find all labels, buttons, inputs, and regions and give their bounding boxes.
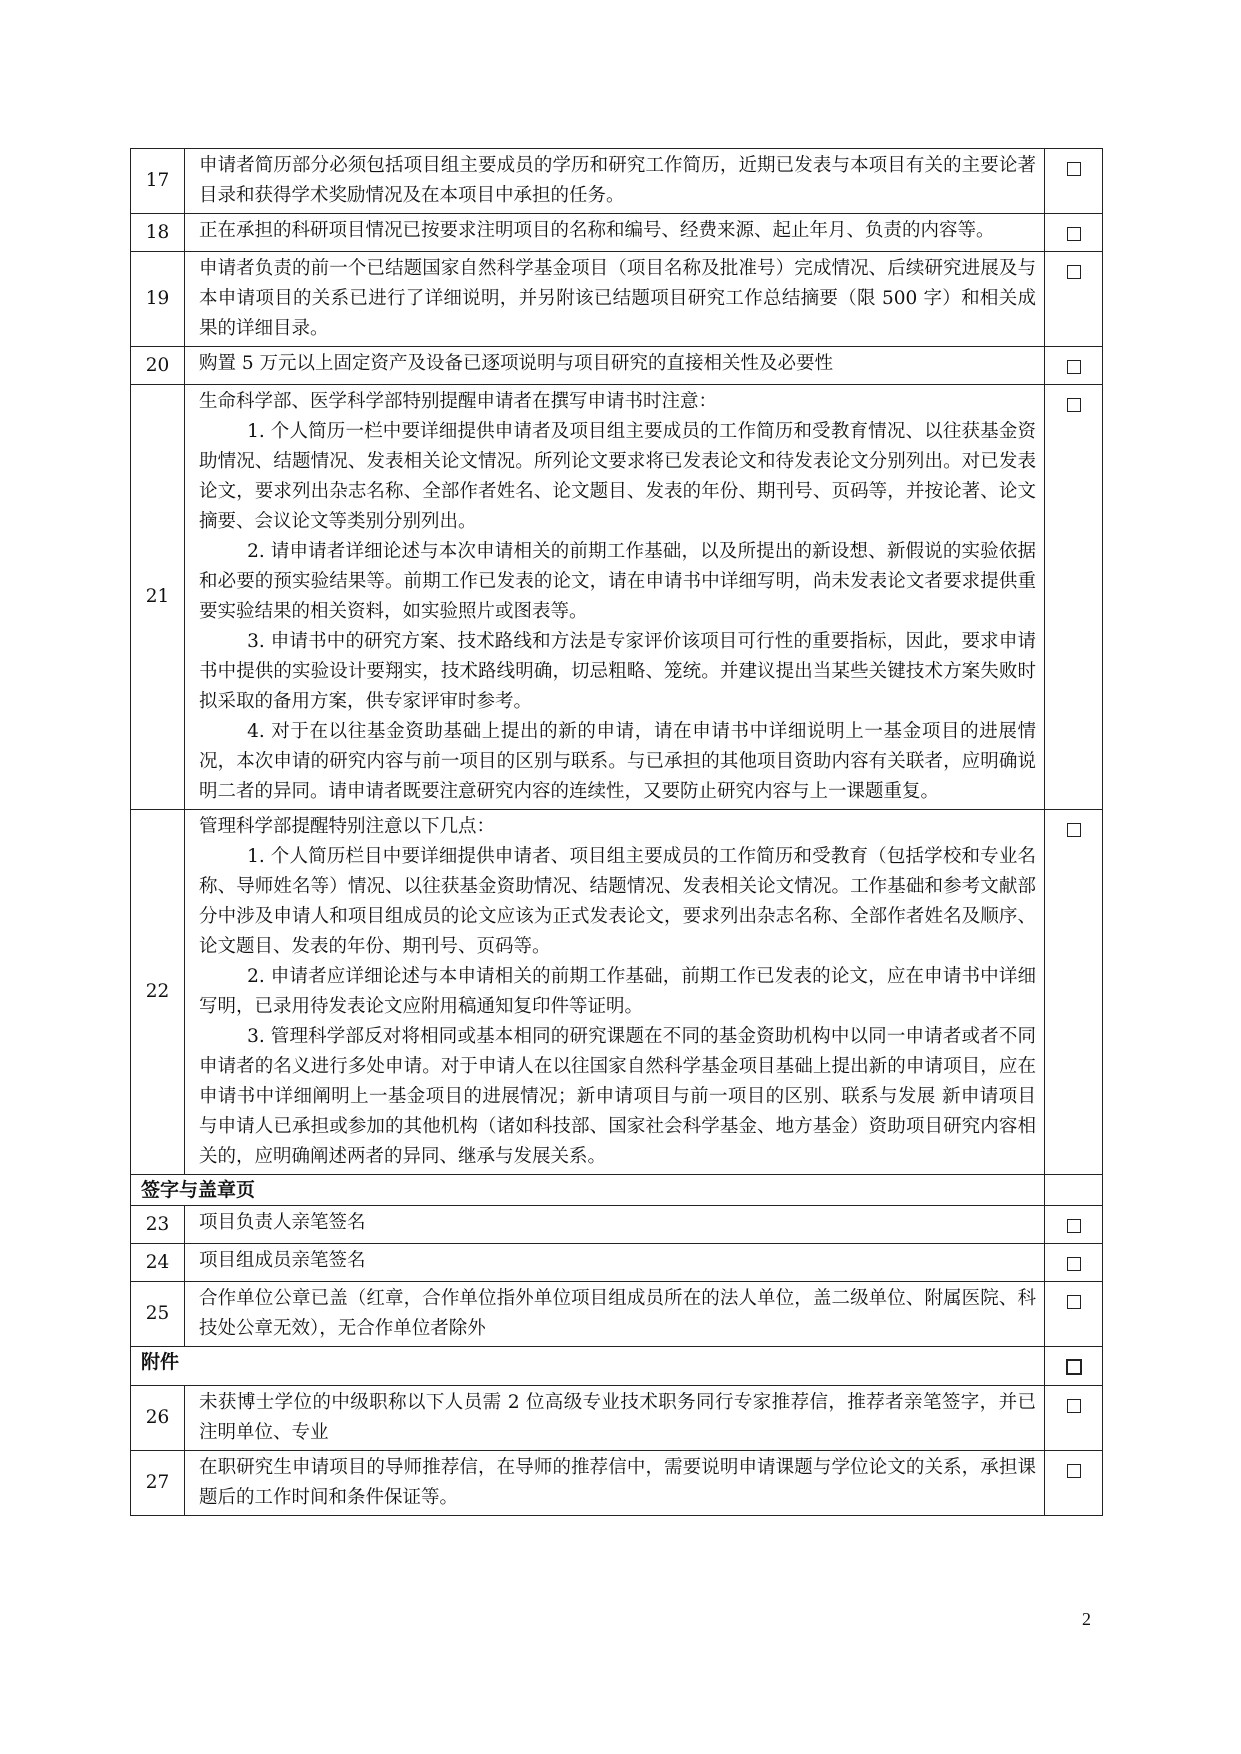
- item-text: 购置 5 万元以上固定资产及设备已逐项说明与项目研究的直接相关性及必要性: [185, 347, 1045, 385]
- section-row: [131, 1347, 1103, 1386]
- table-row: [131, 1206, 1103, 1244]
- section-blank-cell: [1045, 1175, 1103, 1206]
- item-number: 19: [131, 252, 185, 347]
- checkbox-icon: [1067, 1399, 1081, 1413]
- table-row: [131, 1386, 1103, 1451]
- page-number: 2: [1082, 1609, 1091, 1629]
- item-text: 在职研究生申请项目的导师推荐信，在导师的推荐信中，需要说明申请课题与学位论文的关系，承担课题后的工作时间和条件保证等。: [185, 1451, 1045, 1516]
- checkbox[interactable]: [1045, 347, 1103, 385]
- checkbox[interactable]: [1045, 1282, 1103, 1347]
- checkbox[interactable]: [1045, 1386, 1103, 1451]
- item-point: 2. 申请者应详细论述与本申请相关的前期工作基础，前期工作已发表的论文，应在申请书中详细写明，已录用待发表论文应附用稿通知复印件等证明。: [199, 966, 1036, 1017]
- table-row: [131, 1282, 1103, 1347]
- item-text: 未获博士学位的中级职称以下人员需 2 位高级专业技术职务同行专家推荐信，推荐者亲笔签字，并已注明单位、专业: [185, 1386, 1045, 1451]
- item-number: 26: [131, 1386, 185, 1451]
- item-text: 正在承担的科研项目情况已按要求注明项目的名称和编号、经费来源、起止年月、负责的内容等。: [185, 214, 1045, 252]
- checkbox[interactable]: [1045, 214, 1103, 252]
- table-row: [131, 385, 1103, 810]
- checkbox-icon: [1067, 1295, 1081, 1309]
- item-number: 24: [131, 1244, 185, 1282]
- checkbox[interactable]: [1045, 1244, 1103, 1282]
- checkbox[interactable]: [1045, 385, 1103, 810]
- item-text: 申请者负责的前一个已结题国家自然科学基金项目（项目名称及批准号）完成情况、后续研究进展及与本申请项目的关系已进行了详细说明，并另附该已结题项目研究工作总结摘要（限 500 字）和相关成果的详细目录。: [185, 252, 1045, 347]
- checkbox-icon: [1067, 398, 1081, 412]
- checkbox-icon: [1067, 360, 1081, 374]
- checkbox-icon: [1067, 162, 1081, 176]
- item-number: 23: [131, 1206, 185, 1244]
- item-text: [185, 810, 1045, 1175]
- item-number: 25: [131, 1282, 185, 1347]
- item-number: 20: [131, 347, 185, 385]
- item-heading: 生命科学部、医学科学部特别提醒申请者在撰写申请书时注意：: [199, 391, 718, 412]
- checkbox-icon: [1066, 1359, 1082, 1375]
- checkbox-icon: [1067, 1257, 1081, 1271]
- checkbox-icon: [1067, 227, 1081, 241]
- table-row: [131, 347, 1103, 385]
- checkbox[interactable]: [1045, 810, 1103, 1175]
- item-number: 18: [131, 214, 185, 252]
- section-title: 签字与盖章页: [131, 1175, 1045, 1206]
- checkbox[interactable]: [1045, 149, 1103, 214]
- checkbox-icon: [1067, 1464, 1081, 1478]
- checkbox[interactable]: [1045, 1451, 1103, 1516]
- table-row: [131, 214, 1103, 252]
- item-text: [185, 385, 1045, 810]
- item-point: 2. 请申请者详细论述与本次申请相关的前期工作基础，以及所提出的新设想、新假说的实验依据和必要的预实验结果等。前期工作已发表的论文，请在申请书中详细写明，尚未发表论文者要求提供重要实验结果的相关资料，如实验照片或图表等。: [199, 541, 1036, 622]
- checkbox-icon: [1067, 265, 1081, 279]
- checkbox[interactable]: [1045, 252, 1103, 347]
- item-heading: 管理科学部提醒特别注意以下几点：: [199, 816, 496, 837]
- item-number: 27: [131, 1451, 185, 1516]
- item-point: 3. 管理科学部反对将相同或基本相同的研究课题在不同的基金资助机构中以同一申请者或者不同申请者的名义进行多处申请。对于申请人在以往国家自然科学基金项目基础上提出新的申请项目，应在申请书中详细阐明上一基金项目的进展情况；新申请项目与前一项目的区别、联系与发展 新申请项目与申请人已承担或参加的其他机构（诸如科技部、国家社会科学基金、地方基金）资助项目研究内容相关的，应明确阐述两者的异同、继承与发展关系。: [199, 1026, 1036, 1167]
- checkbox[interactable]: [1045, 1206, 1103, 1244]
- table-row: [131, 252, 1103, 347]
- checklist-table: [130, 148, 1103, 1516]
- item-point: 1. 个人简历栏目中要详细提供申请者、项目组主要成员的工作简历和受教育（包括学校和专业名称、导师姓名等）情况、以往获基金资助情况、结题情况、发表相关论文情况。工作基础和参考文献部分中涉及申请人和项目组成员的论文应该为正式发表论文，要求列出杂志名称、全部作者姓名及顺序、论文题目、发表的年份、期刊号、页码等。: [199, 846, 1036, 957]
- table-row: [131, 1451, 1103, 1516]
- item-text: 项目组成员亲笔签名: [185, 1244, 1045, 1282]
- item-number: 21: [131, 385, 185, 810]
- item-point: 4. 对于在以往基金资助基础上提出的新的申请，请在申请书中详细说明上一基金项目的进展情况，本次申请的研究内容与前一项目的区别与联系。与已承担的其他项目资助内容有关联者，应明确说明二者的异同。请申请者既要注意研究内容的连续性，又要防止研究内容与上一课题重复。: [199, 721, 1036, 802]
- checkbox[interactable]: [1045, 1347, 1103, 1386]
- item-text: 项目负责人亲笔签名: [185, 1206, 1045, 1244]
- item-number: 22: [131, 810, 185, 1175]
- item-text: 合作单位公章已盖（红章，合作单位指外单位项目组成员所在的法人单位，盖二级单位、附属医院、科技处公章无效），无合作单位者除外: [185, 1282, 1045, 1347]
- table-row: [131, 149, 1103, 214]
- item-point: 3. 申请书中的研究方案、技术路线和方法是专家评价该项目可行性的重要指标，因此，要求申请书中提供的实验设计要翔实，技术路线明确，切忌粗略、笼统。并建议提出当某些关键技术方案失败时拟采取的备用方案，供专家评审时参考。: [199, 631, 1036, 712]
- table-row: [131, 1244, 1103, 1282]
- item-point: 1. 个人简历一栏中要详细提供申请者及项目组主要成员的工作简历和受教育情况、以往获基金资助情况、结题情况、发表相关论文情况。所列论文要求将已发表论文和待发表论文分别列出。对已发表论文，要求列出杂志名称、全部作者姓名、论文题目、发表的年份、期刊号、页码等，并按论著、论文摘要、会议论文等类别分别列出。: [199, 421, 1036, 532]
- item-text: 申请者简历部分必须包括项目组主要成员的学历和研究工作简历，近期已发表与本项目有关的主要论著目录和获得学术奖励情况及在本项目中承担的任务。: [185, 149, 1045, 214]
- table-row: [131, 810, 1103, 1175]
- section-row: [131, 1175, 1103, 1206]
- section-title: 附件: [131, 1347, 1045, 1386]
- checkbox-icon: [1067, 823, 1081, 837]
- checkbox-icon: [1067, 1219, 1081, 1233]
- item-number: 17: [131, 149, 185, 214]
